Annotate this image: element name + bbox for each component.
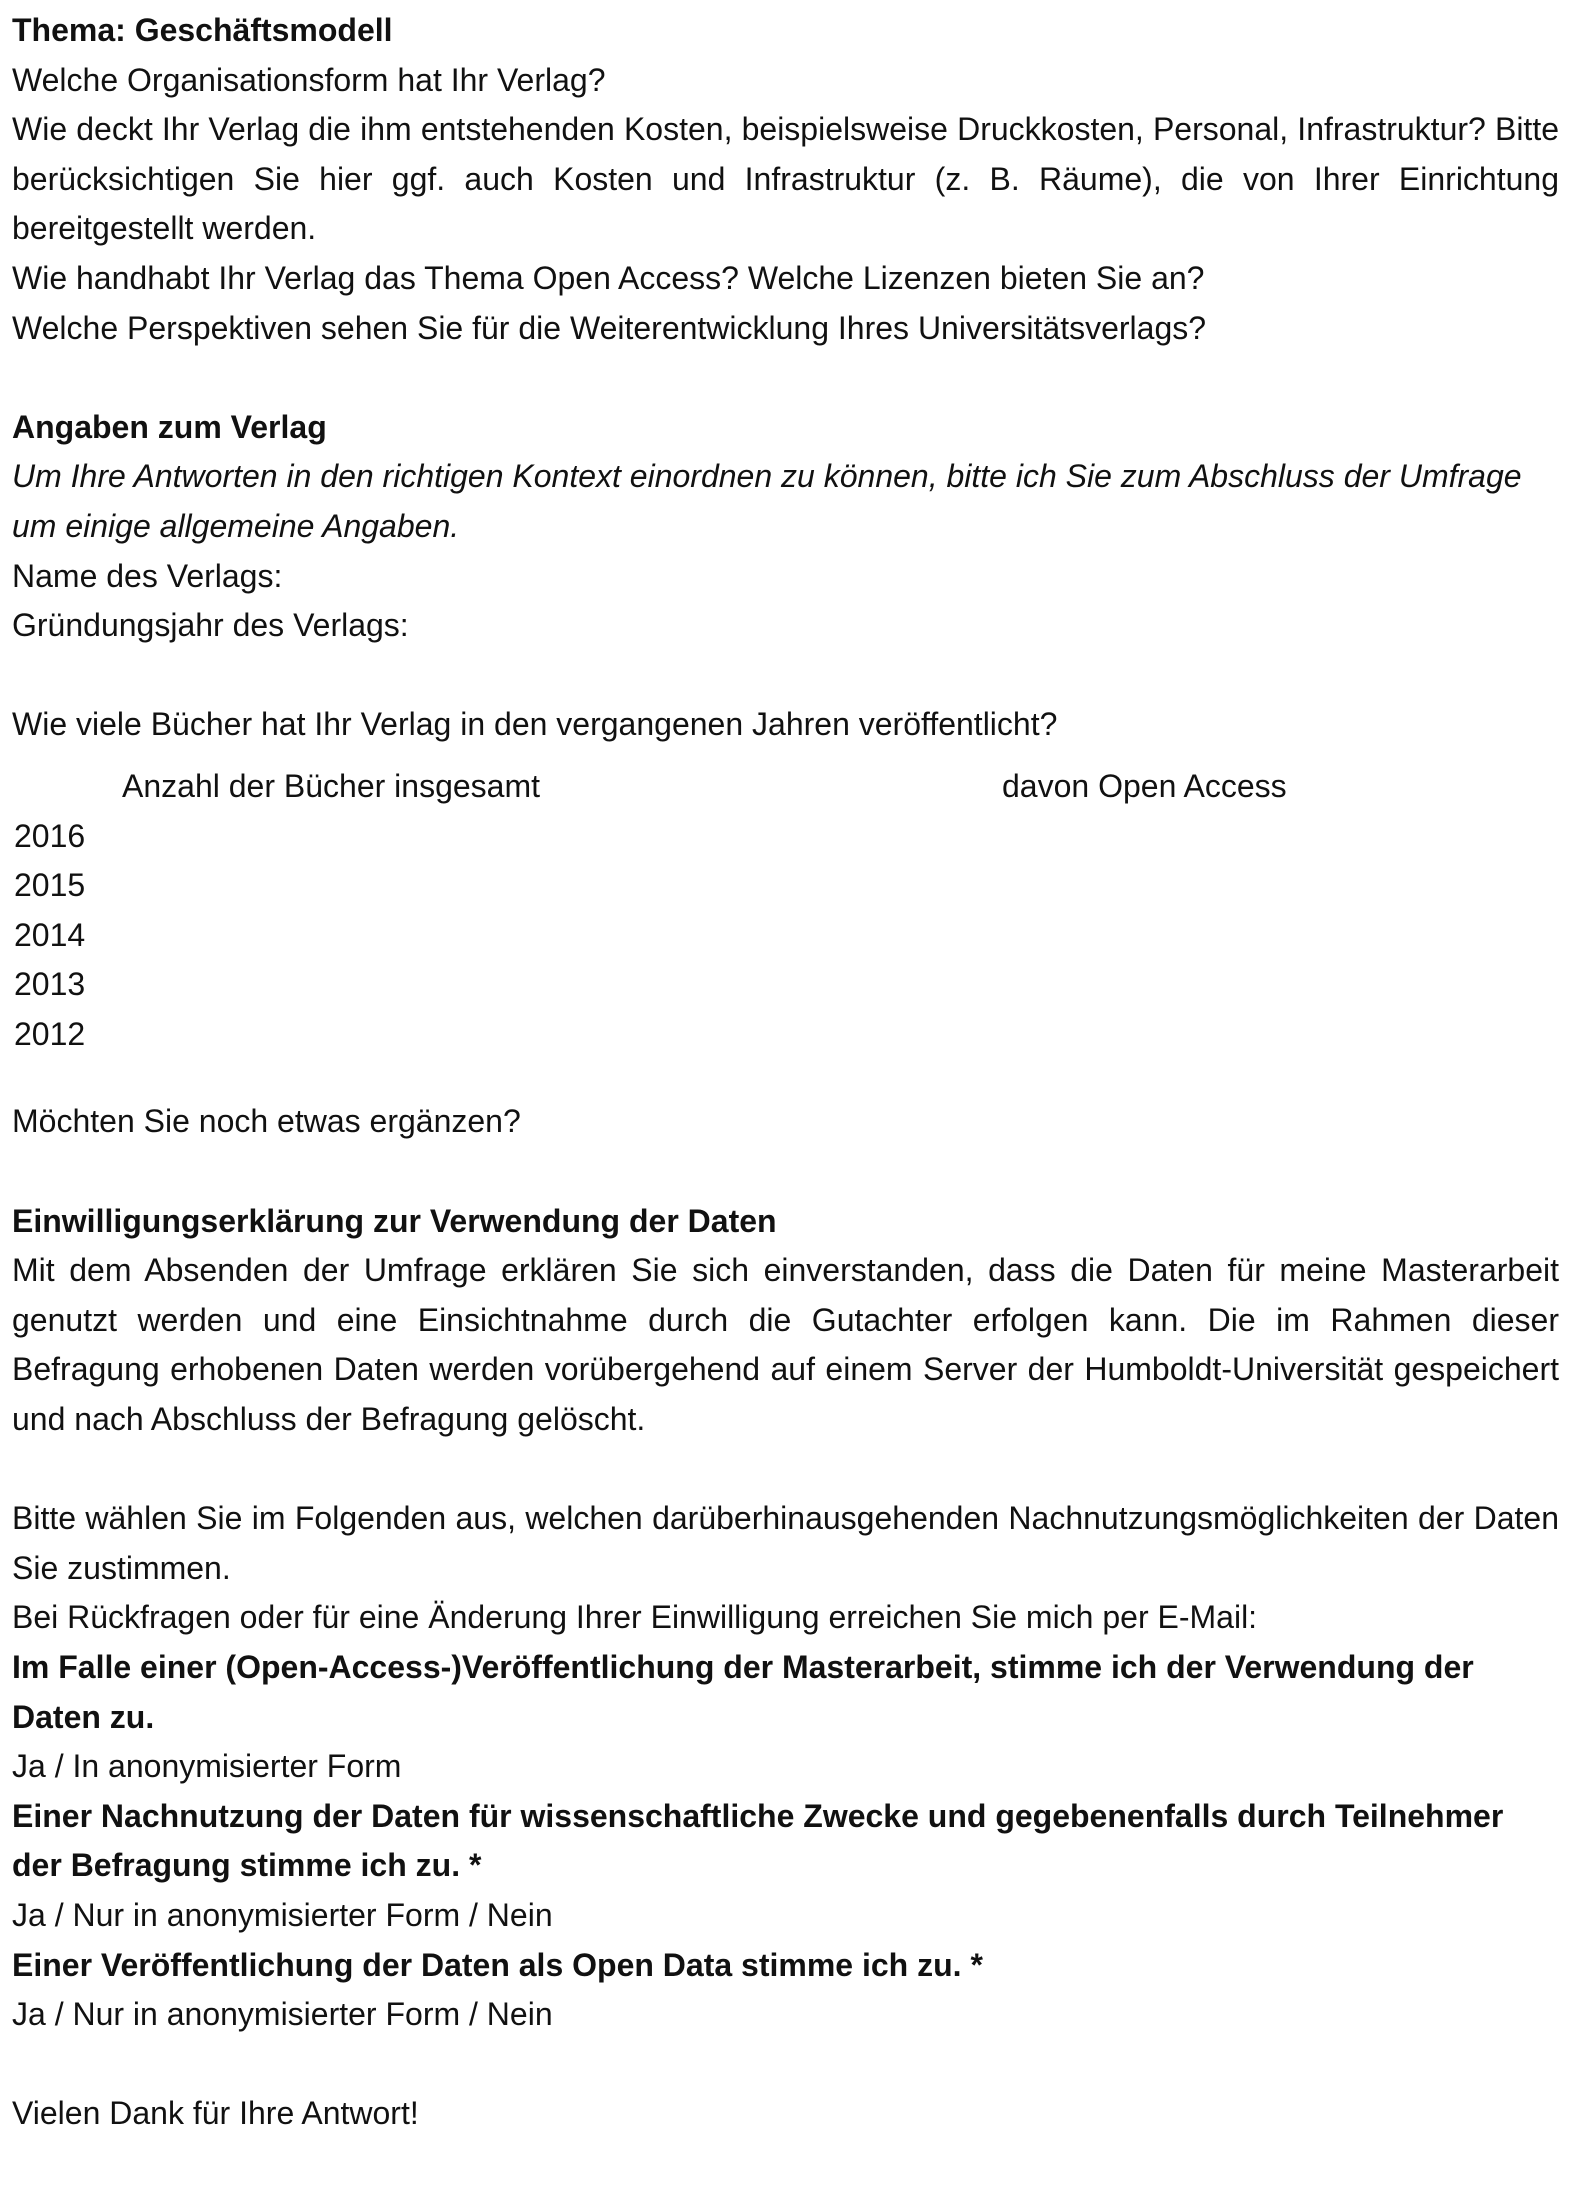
consent-section — [12, 1197, 1559, 2139]
total-books-cell — [122, 960, 1002, 1010]
additional-comments-question: Möchten Sie noch etwas ergänzen? — [12, 1103, 521, 1140]
open-access-cell — [1002, 861, 1402, 911]
year-column-header — [12, 762, 122, 812]
question-perspectives: Welche Perspektiven sehen Sie für die Weiterentwicklung Ihres Universitätsverlags? — [12, 309, 1207, 346]
year-cell: 2014 — [14, 916, 86, 953]
year-cell: 2015 — [14, 867, 86, 904]
total-books-cell — [122, 812, 1002, 862]
total-books-cell — [122, 861, 1002, 911]
publisher-info-section — [12, 403, 1559, 1147]
section-heading-consent: Einwilligungserklärung zur Verwendung der Daten — [12, 1202, 777, 1239]
question-open-access-handling: Wie handhabt Ihr Verlag das Thema Open Access? Welche Lizenzen bieten Sie an? — [12, 259, 1205, 296]
table-row — [12, 812, 1402, 862]
spacer — [12, 1147, 1559, 1197]
books-question: Wie viele Bücher hat Ihr Verlag in den vergangenen Jahren veröffentlicht? — [12, 706, 1058, 743]
open-access-cell — [1002, 911, 1402, 961]
question-publication-consent: Im Falle einer (Open-Access-)Veröffentlichung der Masterarbeit, stimme ich der Verwendung der Daten zu. — [12, 1649, 1474, 1735]
question-open-data-consent: Einer Veröffentlichung der Daten als Open Data stimme ich zu. * — [12, 1946, 983, 1983]
business-model-section — [12, 6, 1559, 353]
answer-options-open-data: Ja / Nur in anonymisierter Form / Nein — [12, 1996, 553, 2033]
section-heading-publisher-info: Angaben zum Verlag — [12, 408, 327, 445]
open-access-cell — [1002, 812, 1402, 862]
founding-year-label: Gründungsjahr des Verlags: — [12, 607, 409, 644]
section-heading-business-model: Thema: Geschäftsmodell — [12, 12, 393, 48]
table-row — [12, 960, 1402, 1010]
table-row — [12, 861, 1402, 911]
table-row — [12, 1010, 1402, 1060]
year-cell: 2016 — [14, 817, 86, 854]
spacer — [12, 1059, 1559, 1097]
consent-choose-text: Bitte wählen Sie im Folgenden aus, welchen darüberhinausgehenden Nachnutzungsmöglichkeiten der Daten Sie zustimmen. — [12, 1500, 1559, 1586]
publisher-info-intro: Um Ihre Antworten in den richtigen Kontext einordnen zu können, bitte ich Sie zum Abschluss der Umfrage um einige allgemeine Angaben. — [12, 458, 1522, 544]
spacer — [12, 353, 1559, 403]
thank-you-message: Vielen Dank für Ihre Antwort! — [12, 2095, 419, 2132]
spacer — [12, 651, 1559, 701]
year-cell: 2013 — [14, 966, 86, 1003]
books-table — [12, 762, 1402, 1060]
consent-paragraph: Mit dem Absenden der Umfrage erklären Sie sich einverstanden, dass die Daten für meine Masterarbeit genutzt werden und eine Einsichtnahme durch die Gutachter erfolgen kann. Die im Rahmen dieser Befragung erhobenen Daten werden vorübergehend auf einem Server der Humboldt-Universität gespeichert und nach Abschluss der Befragung gelöscht. — [12, 1252, 1559, 1438]
question-cost-coverage: Wie deckt Ihr Verlag die ihm entstehenden Kosten, beispielsweise Druckkosten, Personal, Infrastruktur? Bitte berücksichtigen Sie hier ggf. auch Kosten und Infrastruktur (z. B. Räume), die von Ihrer Einrichtung bereitgestellt werden. — [12, 111, 1559, 247]
total-books-cell — [122, 1010, 1002, 1060]
open-access-column-header: davon Open Access — [1002, 767, 1287, 804]
answer-options-reuse: Ja / Nur in anonymisierter Form / Nein — [12, 1896, 553, 1933]
total-books-cell — [122, 911, 1002, 961]
publisher-name-label: Name des Verlags: — [12, 557, 283, 594]
consent-contact-text: Bei Rückfragen oder für eine Änderung Ihrer Einwilligung erreichen Sie mich per E-Mail: — [12, 1599, 1258, 1636]
question-reuse-consent: Einer Nachnutzung der Daten für wissenschaftliche Zwecke und gegebenenfalls durch Teilnehmer der Befragung stimme ich zu. * — [12, 1797, 1504, 1884]
spacer — [12, 2040, 1559, 2090]
open-access-cell — [1002, 960, 1402, 1010]
table-row — [12, 911, 1402, 961]
total-books-column-header: Anzahl der Bücher insgesamt — [122, 767, 540, 804]
question-organisation-form: Welche Organisationsform hat Ihr Verlag? — [12, 61, 606, 98]
open-access-cell — [1002, 1010, 1402, 1060]
year-cell: 2012 — [14, 1015, 86, 1052]
books-table-header-row — [12, 762, 1402, 812]
spacer — [12, 1445, 1559, 1495]
answer-options-publication: Ja / In anonymisierter Form — [12, 1748, 402, 1785]
